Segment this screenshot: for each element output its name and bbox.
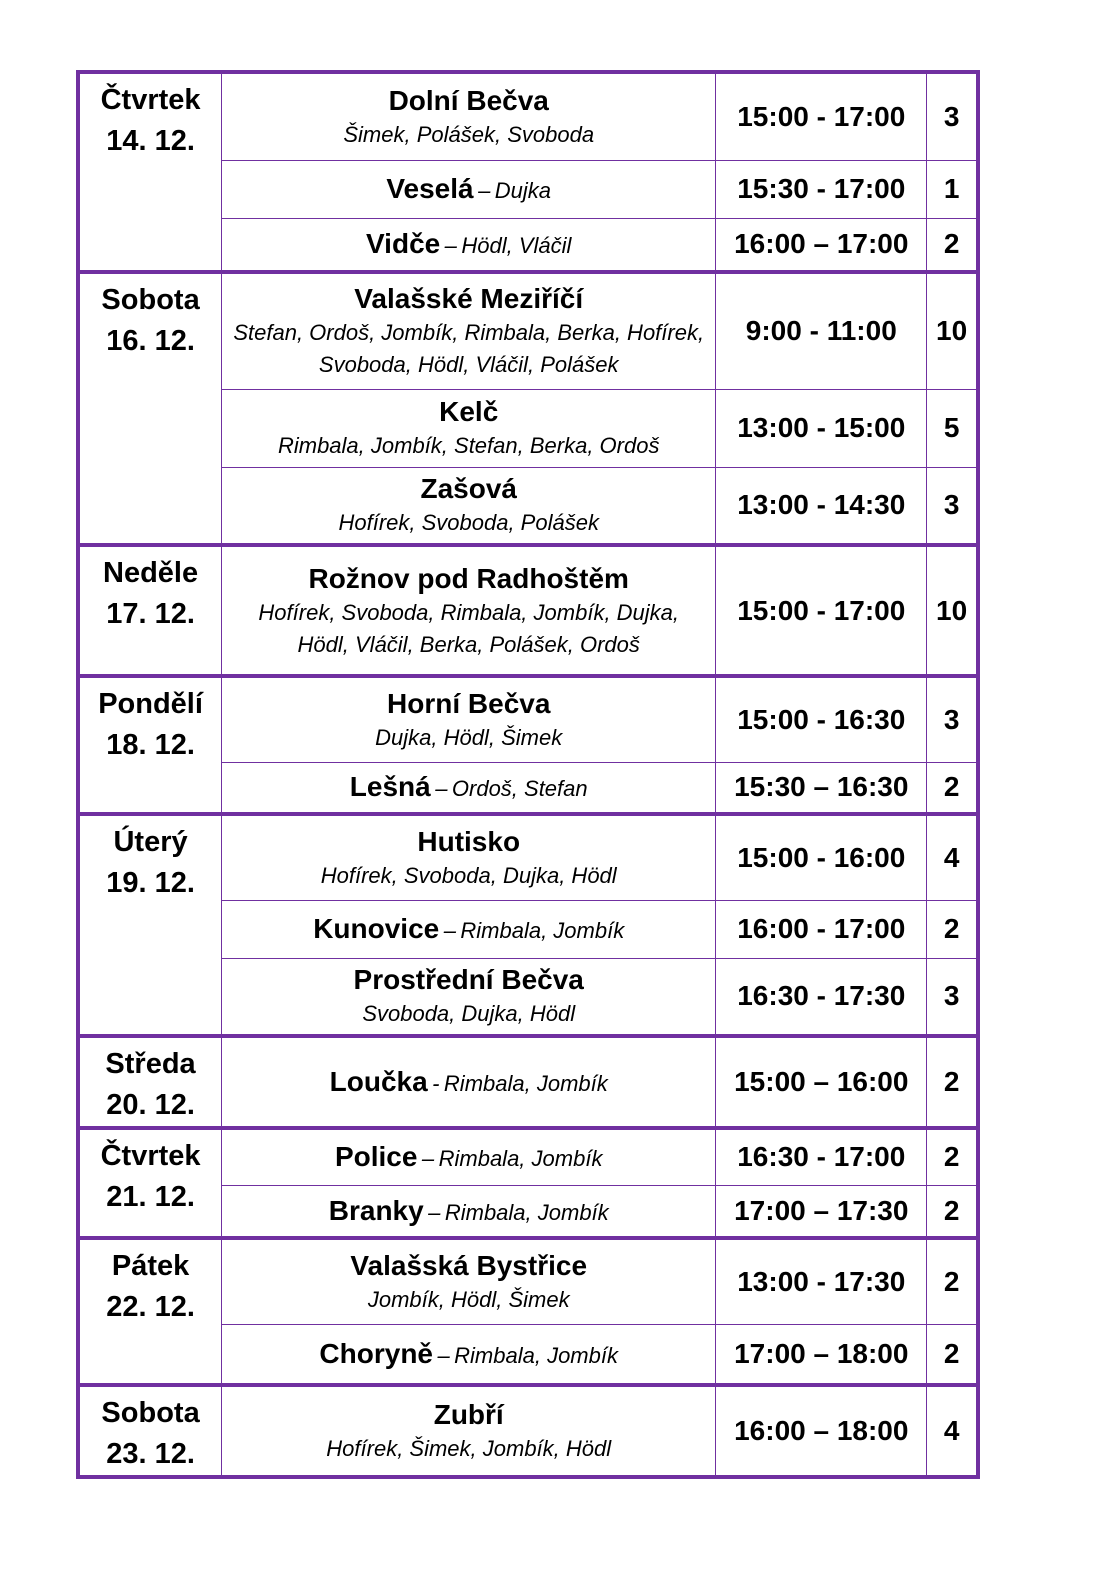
staff-count: 2 — [927, 1324, 978, 1385]
schedule-row — [78, 72, 978, 160]
day-cell — [78, 676, 222, 814]
location-name: Valašské Meziříčí — [354, 283, 584, 315]
location-name: Kunovice — [313, 913, 440, 944]
location-cell — [222, 545, 716, 676]
time-range: 15:00 - 17:00 — [716, 72, 927, 160]
day-cell — [78, 1385, 222, 1477]
time-range: 17:00 – 18:00 — [716, 1324, 927, 1385]
day-date: 17. 12. — [106, 598, 195, 630]
location-name: Veselá — [386, 173, 474, 204]
time-range: 13:00 - 14:30 — [716, 467, 927, 545]
day-name: Sobota — [101, 1397, 200, 1429]
staff-count: 2 — [927, 1036, 978, 1128]
day-cell — [78, 1128, 222, 1238]
time-range: 15:00 - 16:30 — [716, 676, 927, 762]
schedule-row — [78, 676, 978, 762]
time-range: 15:00 – 16:00 — [716, 1036, 927, 1128]
day-name: Středa — [105, 1048, 196, 1080]
schedule-row — [78, 1385, 978, 1477]
staff-count: 1 — [927, 160, 978, 218]
staff-names: Hofírek, Šimek, Jombík, Hödl — [326, 1436, 612, 1461]
time-range: 15:00 - 17:00 — [716, 545, 927, 676]
staff-count: 2 — [927, 1238, 978, 1324]
day-name: Neděle — [103, 557, 199, 589]
staff-names: Dujka — [494, 178, 552, 203]
separator: – — [437, 1342, 450, 1368]
day-name: Pátek — [111, 1250, 190, 1282]
time-range: 13:00 - 15:00 — [716, 389, 927, 467]
separator: – — [421, 1146, 435, 1172]
time-range: 16:00 – 17:00 — [716, 218, 927, 272]
day-name: Čtvrtek — [100, 84, 201, 116]
location-cell — [222, 900, 716, 958]
staff-names: Dujka, Hödl, Šimek — [375, 724, 563, 750]
day-cell — [78, 72, 222, 272]
staff-count: 3 — [927, 467, 978, 545]
separator: - — [432, 1071, 440, 1096]
location-name: Horní Bečva — [387, 687, 551, 719]
location-name: Valašská Bystřice — [350, 1249, 588, 1281]
location-cell — [222, 1385, 716, 1477]
time-range: 15:30 - 17:00 — [716, 160, 927, 218]
day-cell — [78, 1036, 222, 1128]
day-cell — [78, 814, 222, 1036]
staff-count: 3 — [927, 958, 978, 1036]
staff-names: Šimek, Polášek, Svoboda — [343, 121, 595, 147]
location-name: Police — [334, 1141, 418, 1173]
location-cell — [222, 1324, 716, 1385]
staff-count: 3 — [927, 676, 978, 762]
day-cell — [78, 272, 222, 545]
location-cell — [222, 272, 716, 389]
day-cell — [78, 1238, 222, 1385]
staff-names: Hofírek, Svoboda, Rimbala, Jombík, Dujka, Hödl, Vláčil, Berka, Polášek, Ordoš — [258, 599, 680, 657]
separator: – — [443, 918, 456, 943]
schedule-row — [78, 1036, 978, 1128]
day-date: 21. 12. — [106, 1181, 195, 1213]
staff-count: 2 — [927, 1185, 978, 1238]
staff-names: Ordoš, Stefan — [451, 776, 588, 802]
location-cell — [222, 762, 716, 814]
location-name: Choryně — [319, 1337, 433, 1369]
separator: – — [435, 776, 448, 802]
location-name: Zubří — [433, 1399, 504, 1430]
schedule-table — [76, 70, 980, 1479]
staff-count: 2 — [927, 762, 978, 814]
day-date: 22. 12. — [106, 1291, 195, 1323]
time-range: 15:30 – 16:30 — [716, 762, 927, 814]
location-cell — [222, 1036, 716, 1128]
day-name: Pondělí — [98, 688, 203, 720]
location-cell — [222, 160, 716, 218]
staff-names: Rimbala, Jombík — [460, 918, 625, 943]
schedule-row — [78, 814, 978, 900]
schedule-row — [78, 1128, 978, 1185]
location-cell — [222, 467, 716, 545]
staff-names: Hofírek, Svoboda, Polášek — [338, 510, 599, 536]
time-range: 16:30 - 17:00 — [716, 1128, 927, 1185]
day-date: 14. 12. — [106, 125, 195, 157]
location-name: Loučka — [329, 1066, 428, 1097]
location-name: Prostřední Bečva — [353, 964, 584, 996]
staff-count: 5 — [927, 389, 978, 467]
time-range: 9:00 - 11:00 — [716, 272, 927, 389]
location-name: Zašová — [420, 473, 517, 505]
location-name: Branky — [328, 1194, 424, 1226]
time-range: 16:00 – 18:00 — [716, 1385, 927, 1477]
time-range: 16:30 - 17:30 — [716, 958, 927, 1036]
location-name: Rožnov pod Radhoštěm — [308, 562, 629, 594]
staff-names: Hofírek, Svoboda, Dujka, Hödl — [320, 862, 617, 888]
day-date: 23. 12. — [106, 1438, 195, 1470]
location-cell — [222, 676, 716, 762]
staff-names: Rimbala, Jombík — [443, 1071, 608, 1096]
staff-count: 4 — [927, 1385, 978, 1477]
day-date: 18. 12. — [106, 729, 195, 761]
staff-count: 10 — [927, 272, 978, 389]
staff-names: Svoboda, Dujka, Hödl — [362, 1001, 576, 1027]
location-cell — [222, 1128, 716, 1185]
schedule-row — [78, 1238, 978, 1324]
location-cell — [222, 958, 716, 1036]
day-date: 16. 12. — [106, 325, 195, 357]
staff-count: 10 — [927, 545, 978, 676]
location-cell — [222, 72, 716, 160]
staff-names: Hödl, Vláčil — [461, 233, 572, 259]
location-name: Lešná — [349, 771, 431, 803]
location-cell — [222, 218, 716, 272]
staff-count: 2 — [927, 900, 978, 958]
staff-names: Stefan, Ordoš, Jombík, Rimbala, Berka, Hofírek, Svoboda, Hödl, Vláčil, Polášek — [233, 320, 705, 378]
staff-count: 3 — [927, 72, 978, 160]
staff-count: 4 — [927, 814, 978, 900]
staff-names: Jombík, Hödl, Šimek — [367, 1286, 570, 1312]
location-name: Vidče — [366, 228, 441, 260]
schedule-row — [78, 545, 978, 676]
schedule-row — [78, 272, 978, 389]
time-range: 13:00 - 17:30 — [716, 1238, 927, 1324]
day-date: 20. 12. — [106, 1089, 195, 1121]
day-name: Čtvrtek — [100, 1140, 201, 1172]
separator: – — [478, 178, 491, 203]
location-name: Hutisko — [417, 825, 521, 857]
time-range: 17:00 – 17:30 — [716, 1185, 927, 1238]
location-cell — [222, 814, 716, 900]
day-name: Sobota — [101, 284, 200, 316]
staff-count: 2 — [927, 1128, 978, 1185]
time-range: 15:00 - 16:00 — [716, 814, 927, 900]
staff-names: Rimbala, Jombík — [438, 1146, 603, 1172]
staff-names: Rimbala, Jombík — [444, 1199, 609, 1225]
staff-names: Rimbala, Jombík, Stefan, Berka, Ordoš — [277, 433, 660, 458]
time-range: 16:00 - 17:00 — [716, 900, 927, 958]
day-date: 19. 12. — [106, 867, 195, 899]
location-cell — [222, 1185, 716, 1238]
staff-count: 2 — [927, 218, 978, 272]
separator: – — [428, 1199, 441, 1225]
location-name: Dolní Bečva — [388, 84, 549, 116]
staff-names: Rimbala, Jombík — [454, 1342, 618, 1368]
location-name: Kelč — [439, 396, 499, 427]
location-cell — [222, 1238, 716, 1324]
separator: – — [444, 233, 457, 259]
day-cell — [78, 545, 222, 676]
day-name: Úterý — [113, 826, 188, 858]
location-cell — [222, 389, 716, 467]
